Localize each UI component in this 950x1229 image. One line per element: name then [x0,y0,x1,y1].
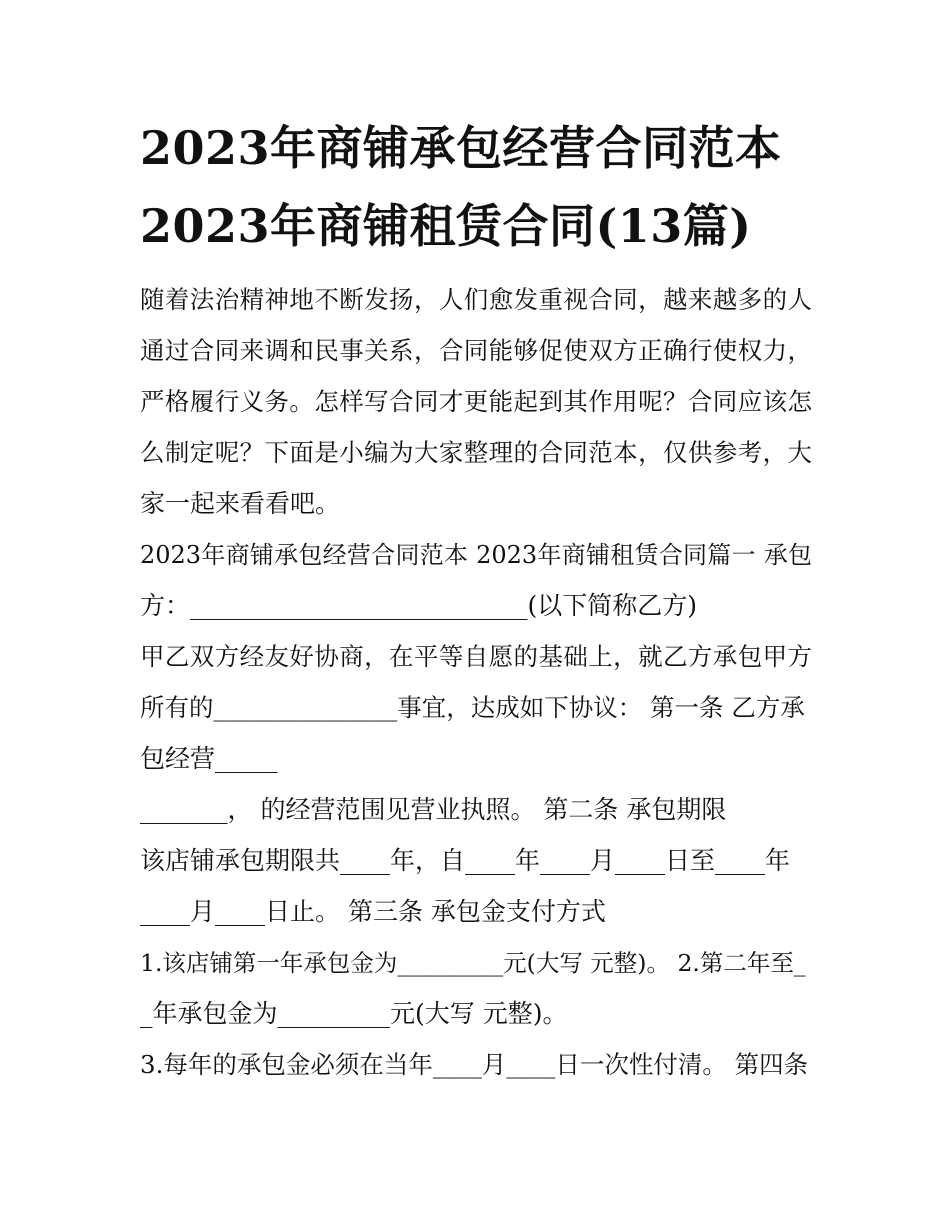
body-line-8: ____月____日止。 第三条 承包金支付方式 [140,897,606,926]
intro-line-5: 家一起来看看吧。 [140,489,341,518]
body-line-2: 方：___________________________(以下简称乙方) [140,591,698,620]
body-line-1: 2023年商铺承包经营合同范本 2023年商铺租赁合同篇一 承包 [140,541,812,569]
body-line-6: _______， 的经营范围见营业执照。 第二条 承包期限 [140,795,727,824]
intro-line-1: 随着法治精神地不断发扬，人们愈发重视合同，越来越多的人 [140,285,812,314]
intro-line-3: 严格履行义务。怎样写合同才更能起到其作用呢？合同应该怎 [140,387,812,416]
document-title-line-1: 2023年商铺承包经营合同范本 [140,121,782,175]
body-line-9: 1.该店铺第一年承包金为_________元(大写 元整)。 2.第二年至_ [140,949,806,977]
body-line-3: 甲乙双方经友好协商，在平等自愿的基础上，就乙方承包甲方 [140,642,812,671]
document-title-line-2: 2023年商铺租赁合同(13篇) [140,199,752,253]
body-line-7: 该店铺承包期限共____年，自____年____月____日至____年 [140,846,791,875]
body-line-11: 3.每年的承包金必须在当年____月____日一次性付清。 第四条 [140,1050,809,1079]
body-line-4: 所有的_______________事宜，达成如下协议： 第一条 乙方承 [140,693,805,722]
body-line-10: _年承包金为_________元(大写 元整)。 [140,999,568,1028]
body-line-5: 包经营_____ [140,744,278,773]
intro-line-4: 么制定呢？下面是小编为大家整理的合同范本，仅供参考，大 [140,438,812,467]
intro-line-2: 通过合同来调和民事关系，合同能够促使双方正确行使权力， [140,336,812,365]
document-page [140,0,812,1229]
